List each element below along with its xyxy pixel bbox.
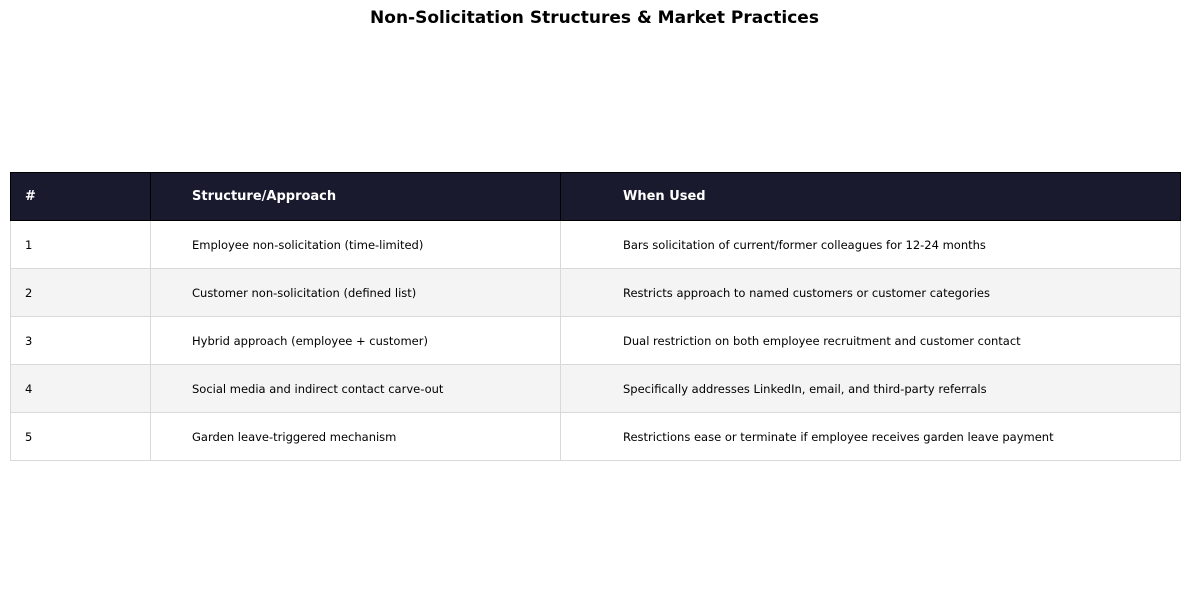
table-row — [11, 221, 1181, 269]
cell-number: 2 — [11, 269, 151, 317]
cell-number: 3 — [11, 317, 151, 365]
table-row — [11, 365, 1181, 413]
table-row — [11, 269, 1181, 317]
table-header-row — [11, 173, 1181, 221]
table-row — [11, 317, 1181, 365]
cell-structure: Garden leave-triggered mechanism — [151, 413, 561, 461]
cell-structure: Customer non-solicitation (defined list) — [151, 269, 561, 317]
cell-structure: Social media and indirect contact carve-out — [151, 365, 561, 413]
cell-structure: Employee non-solicitation (time-limited) — [151, 221, 561, 269]
cell-when-used: Restricts approach to named customers or customer categories — [561, 269, 1181, 317]
column-header-when-used: When Used — [561, 173, 1181, 221]
column-header-structure: Structure/Approach — [151, 173, 561, 221]
column-header-number: # — [11, 173, 151, 221]
cell-when-used: Bars solicitation of current/former colleagues for 12-24 months — [561, 221, 1181, 269]
cell-structure: Hybrid approach (employee + customer) — [151, 317, 561, 365]
table-row — [11, 413, 1181, 461]
cell-when-used: Specifically addresses LinkedIn, email, and third-party referrals — [561, 365, 1181, 413]
cell-when-used: Restrictions ease or terminate if employee receives garden leave payment — [561, 413, 1181, 461]
cell-when-used: Dual restriction on both employee recruitment and customer contact — [561, 317, 1181, 365]
chart-title: Non-Solicitation Structures & Market Practices — [370, 8, 819, 28]
practices-table — [10, 172, 1181, 461]
cell-number: 5 — [11, 413, 151, 461]
cell-number: 1 — [11, 221, 151, 269]
cell-number: 4 — [11, 365, 151, 413]
